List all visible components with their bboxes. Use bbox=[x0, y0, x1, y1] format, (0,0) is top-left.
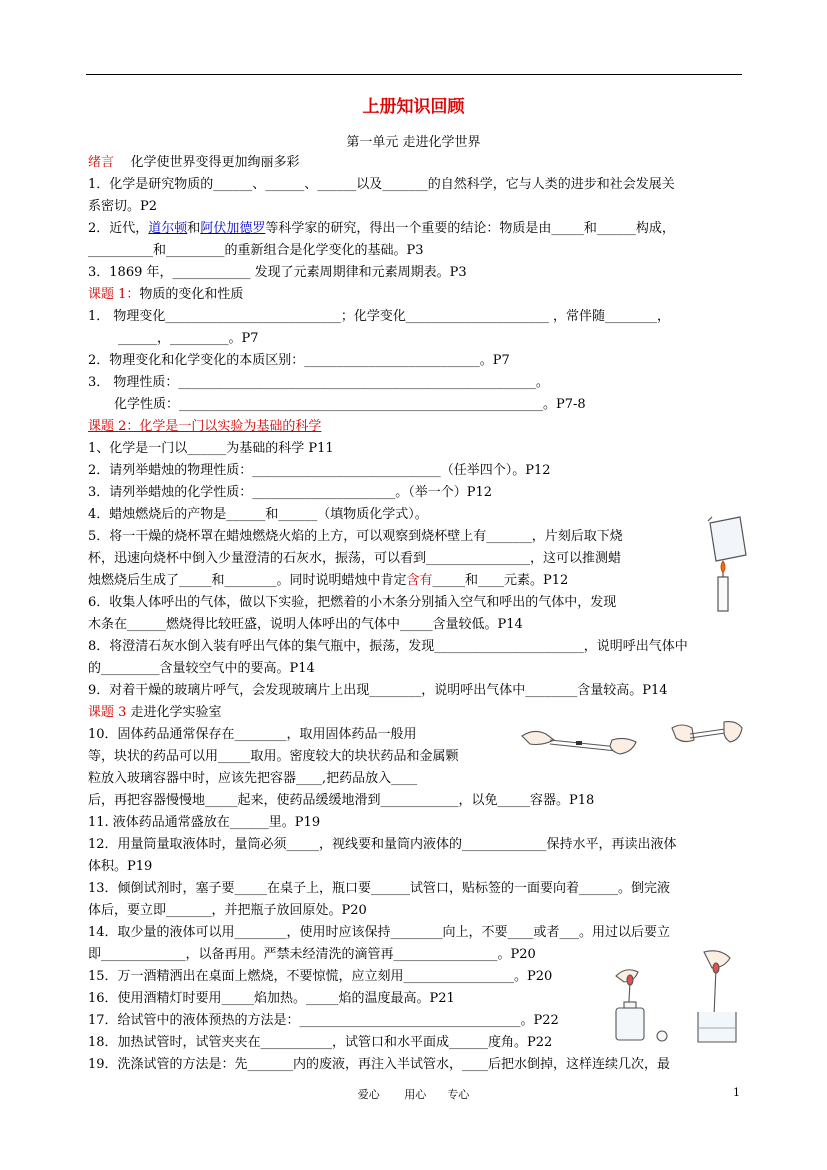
k1-item-2-line: 2．物理变化和化学变化的本质区别：___________________________。P7 bbox=[88, 353, 510, 368]
k3-item-14-line-b: 即_____________，以备再用。严禁未经清洗的滴管再________________。P20 bbox=[88, 947, 536, 962]
intro-tag: 绪言 bbox=[88, 155, 115, 170]
text-span: 烛燃烧后生成了_____和________。同时说明蜡烛中肯定 bbox=[88, 573, 407, 588]
intro-text: 化学使世界变得更加绚丽多彩 bbox=[130, 155, 300, 170]
k3-item-14-line-a: 14．取少量的液体可以用________，使用时应该保持________向上，不要____或者___。用过以后要立 bbox=[88, 925, 671, 940]
test-tube-insertion-illustration bbox=[520, 718, 640, 762]
lesson-3-tag: 课题 3 bbox=[88, 705, 127, 720]
dalton-link[interactable]: 道尔顿 bbox=[148, 221, 188, 236]
item-2-line-b: __________和_________的重新组合是化学变化的基础。P3 bbox=[88, 243, 424, 258]
footer-right: 专心 bbox=[447, 1088, 470, 1101]
text-span: 和 bbox=[187, 221, 201, 236]
k2-item-2: 2．请列举蜡烛的物理性质：_____________________________（任举四个）。P12 bbox=[88, 463, 551, 478]
page-title: 上册知识回顾 bbox=[362, 97, 465, 117]
k3-item-19: 19．洗涤试管的方法是：先_______内的废液，再注入半试管水，____后把水倒掉，这样连续几次，最 bbox=[88, 1057, 671, 1072]
item-1-line-b: 系密切。P2 bbox=[88, 199, 158, 214]
k3-item-10-line-b: 等，块状的药品可以用_____取用。密度较大的块状药品和金属颗 bbox=[88, 749, 459, 764]
k1-item-3-line-b: 化学性质：________________________________________________________。P7-8 bbox=[114, 397, 586, 412]
text-span: _____和____元素。P12 bbox=[432, 573, 569, 588]
lesson-2-heading: 课题 2：化学是一门以实验为基础的科学 bbox=[88, 419, 322, 434]
item-1-line-a: 1．化学是研究物质的______、______、______以及_______的自然科学，它与人类的进步和社会发展关 bbox=[88, 177, 675, 192]
k3-item-15: 15．万一酒精洒出在桌面上燃烧，不要惊慌，应立刻用_________________。P20 bbox=[88, 969, 553, 984]
candle-beaker-illustration bbox=[700, 515, 752, 615]
lesson-3-heading bbox=[88, 704, 222, 722]
intro-heading bbox=[88, 154, 300, 172]
k3-item-13-line-b: 体后，要立即_______，并把瓶子放回原处。P20 bbox=[88, 903, 367, 918]
k2-item-5-line-c bbox=[88, 572, 568, 590]
k2-item-8-line-b: 的_________含量较空气中的要高。P14 bbox=[88, 661, 315, 676]
tilted-test-tube-illustration bbox=[670, 714, 744, 760]
text-span: 2．近代， bbox=[88, 221, 149, 236]
k2-item-4: 4．蜡烛燃烧后的产物是______和______（填物质化学式）。 bbox=[88, 507, 428, 522]
item-2-line-a bbox=[88, 220, 675, 238]
k3-item-10-line-d: 后，再把容器慢慢地_____起来，使药品缓缓地滑到____________，以免_____容器。P18 bbox=[88, 793, 595, 808]
k2-item-1: 1、化学是一门以______为基础的科学 P11 bbox=[88, 441, 334, 456]
k3-item-10-line-c: 粒放入玻璃容器中时，应该先把容器____,把药品放入____ bbox=[88, 771, 418, 786]
avogadro-link[interactable]: 阿伏加德罗 bbox=[200, 221, 266, 236]
footer-left: 爱心 bbox=[357, 1088, 380, 1101]
k2-item-6-line-a: 6．收集人体呼出的气体，做以下实验，把燃着的小木条分别插入空气和呼出的气体中，发现 bbox=[88, 595, 617, 610]
k2-item-5-line-b: 杯，迅速向烧杯中倒入少量澄清的石灰水，振荡，可以看到________________，这可以推测蜡 bbox=[88, 551, 622, 566]
item-3-line: 3．1869 年，____________ 发现了元素周期律和元素周期表。P3 bbox=[88, 265, 467, 280]
k1-item-1-line-a: 1． 物理变化___________________________；化学变化______________________ ，常伴随________， bbox=[88, 309, 671, 324]
text-span-red: 含有 bbox=[406, 573, 433, 588]
dropper-bottle-beaker-illustration bbox=[612, 946, 744, 1046]
k2-item-6-line-b: 木条在______燃烧得比较旺盛，说明人体呼出的气体中_____含量较低。P14 bbox=[88, 617, 523, 632]
k2-item-9: 9．对着干燥的玻璃片呼气，会发现玻璃片上出现________，说明呼出气体中________含量较高。P14 bbox=[88, 683, 668, 698]
unit-title: 第一单元 走进化学世界 bbox=[346, 135, 481, 150]
k3-item-18: 18．加热试管时，试管夹夹在___________，试管口和水平面成______度角。P22 bbox=[88, 1035, 553, 1050]
k3-item-12-line-b: 体积。P19 bbox=[88, 859, 153, 874]
k2-item-8-line-a: 8．将澄清石灰水倒入装有呼出气体的集气瓶中，振荡，发现_______________________，说明呼出气体中 bbox=[88, 639, 688, 654]
lesson-3-text: 走进化学实验室 bbox=[126, 705, 222, 720]
k3-item-12-line-a: 12．用量筒量取液体时，量筒必须_____，视线要和量筒内液体的_____________保持水平，再读出液体 bbox=[88, 837, 677, 852]
lesson-1-text: 物质的变化和性质 bbox=[139, 287, 244, 302]
k1-item-1-line-b: ______，_________。P7 bbox=[118, 331, 259, 346]
k3-item-11: 11. 液体药品通常盛放在______里。P19 bbox=[88, 815, 321, 830]
page-number: 1 bbox=[733, 1086, 740, 1099]
k2-item-5-line-a: 5．将一干燥的烧杯罩在蜡烛燃烧火焰的上方，可以观察到烧杯壁上有_______，片刻后取下烧 bbox=[88, 529, 623, 544]
lesson-1-heading bbox=[88, 286, 243, 304]
header-rule bbox=[86, 74, 742, 75]
k3-item-13-line-a: 13．倾倒试剂时，塞子要_____在桌子上，瓶口要______试管口，贴标签的一面要向着______。倒完液 bbox=[88, 881, 671, 896]
lesson-1-tag: 课题 1： bbox=[88, 287, 140, 302]
text-span: 等科学家的研究，得出一个重要的结论：物质是由_____和______构成， bbox=[265, 221, 675, 236]
page-footer bbox=[0, 1086, 827, 1102]
k3-item-10-line-a: 10．固体药品通常保存在________，取用固体药品一般用 bbox=[88, 727, 417, 742]
k3-item-16: 16．使用酒精灯时要用_____焰加热。_____焰的温度最高。P21 bbox=[88, 991, 455, 1006]
k2-item-3: 3．请列举蜡烛的化学性质：______________________。（举一个）P12 bbox=[88, 485, 493, 500]
k1-item-3-line-a: 3． 物理性质：_______________________________________________________。 bbox=[88, 375, 549, 390]
k3-item-17: 17．给试管中的液体预热的方法是：__________________________________。P22 bbox=[88, 1013, 559, 1028]
footer-middle: 用心 bbox=[404, 1088, 427, 1101]
